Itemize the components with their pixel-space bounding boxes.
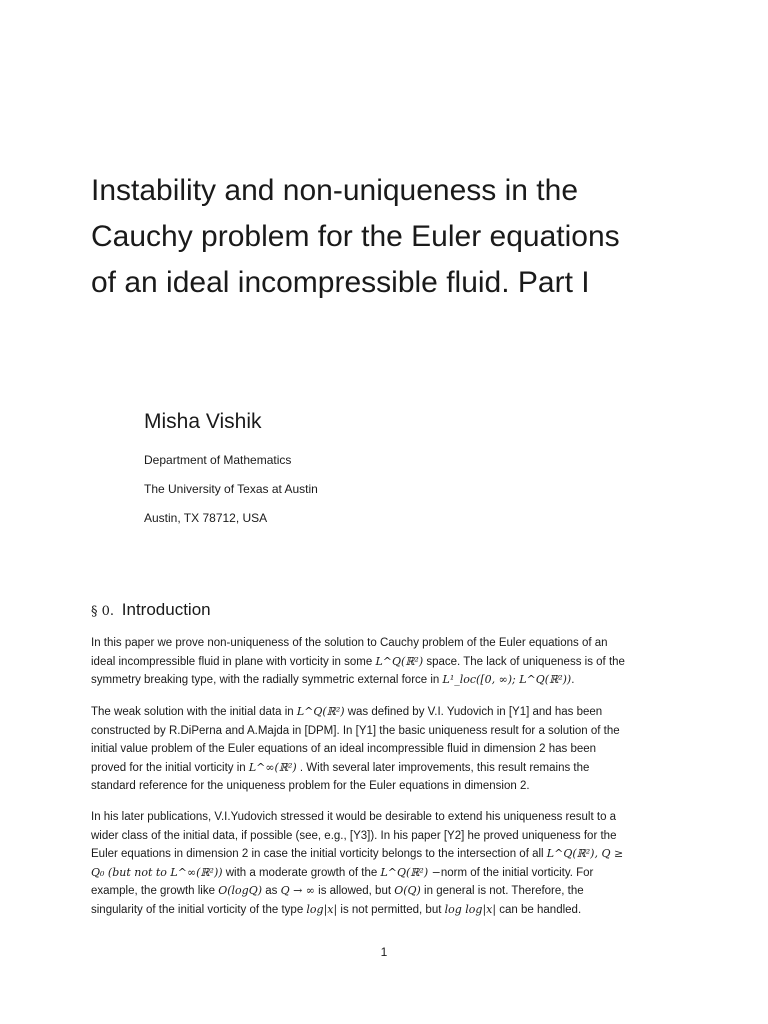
text-line: standard reference for the uniqueness problem for the Euler equations in dimension 2. [91,780,530,792]
text-run: was defined by V.I. Yudovich in [Y1] and has been [344,706,603,718]
text-run: with a moderate growth of the [222,866,381,879]
math-inline: L¹_loc([0, ∞); L^Q(ℝ²)) [442,673,572,686]
text-run: proved for the initial vorticity in [91,761,249,774]
section-title: Introduction [121,600,211,619]
paragraph-1 [91,634,681,690]
text-run: as [262,885,281,897]
text-line: In his later publications, V.I.Yudovich stressed it would be desirable to extend his uniqueness result to a [91,811,617,823]
text-run: space. The lack of uniqueness is of the [423,655,625,668]
affiliation-department: Department of Mathematics [144,453,292,467]
text-line [91,759,681,778]
section-heading [91,598,211,624]
math-inline: L^Q(ℝ²) − [380,865,441,879]
text-line [91,882,681,901]
text-run: Euler equations in dimension 2 in case the initial vorticity belongs to the intersection of all [91,848,547,860]
text-line [91,864,681,883]
text-line [91,671,681,690]
text-run: The weak solution with the initial data in [91,706,297,718]
text-run: norm of the initial vorticity. For [440,866,594,879]
title-line: Instability and non-uniqueness in the [91,174,579,207]
text-run: singularity of the initial vorticity of the type [91,903,307,916]
paragraph-2 [91,703,681,796]
text-line [91,653,681,672]
text-run: can be handled. [496,903,582,916]
text-run: example, the growth like [91,885,219,897]
author-name: Misha Vishik [144,410,262,433]
math-inline: L^Q(ℝ²) [375,654,424,668]
text-run: ideal incompressible fluid in plane with vorticity in some [91,655,376,668]
text-run: is not permitted, but [337,903,445,916]
math-inline: L^Q(ℝ²), Q ≥ [546,847,624,860]
text-line: initial value problem of the Euler equations of an ideal incompressible fluid in dimension 2 has been [91,743,597,755]
text-line [91,901,681,920]
text-line: In this paper we prove non-uniqueness of the solution to Cauchy problem of the Euler equations of an [91,637,608,649]
text-run: symmetry breaking type, with the radially symmetric external force in [91,674,443,686]
text-run: . With several later improvements, this result remains the [296,761,590,774]
math-inline: L^∞(ℝ²) [248,760,297,774]
math-inline: log log|x| [444,902,497,916]
section-number: § 0. [91,604,115,619]
math-inline: O(Q) [394,884,421,897]
text-line [91,703,681,722]
affiliation-address: Austin, TX 78712, USA [144,511,268,525]
text-line: constructed by R.DiPerna and A.Majda in [DPM]. In [Y1] the basic uniqueness result for a solution of the [91,724,620,737]
title-line: of an ideal incompressible fluid. Part I [91,266,590,299]
math-inline: log|x| [306,902,338,916]
math-inline: Q₀ (but not to L^∞(ℝ²)) [91,865,223,879]
text-line [91,845,681,864]
title-line: Cauchy problem for the Euler equations [91,220,620,253]
math-inline: Q → ∞ [280,884,315,897]
affiliation-university: The University of Texas at Austin [144,482,318,496]
paragraph-3 [91,808,681,919]
text-run: . [571,674,575,686]
text-run: is allowed, but [314,885,395,897]
math-inline: O(logQ) [218,884,263,897]
paper-title [91,168,691,306]
page-number: 1 [380,945,388,959]
text-line: wider class of the initial data, if possible (see, e.g., [Y3]). In his paper [Y2] he proved uniqueness for the [91,829,617,842]
text-run: in general is not. Therefore, the [420,885,584,897]
math-inline: L^Q(ℝ²) [296,705,345,718]
